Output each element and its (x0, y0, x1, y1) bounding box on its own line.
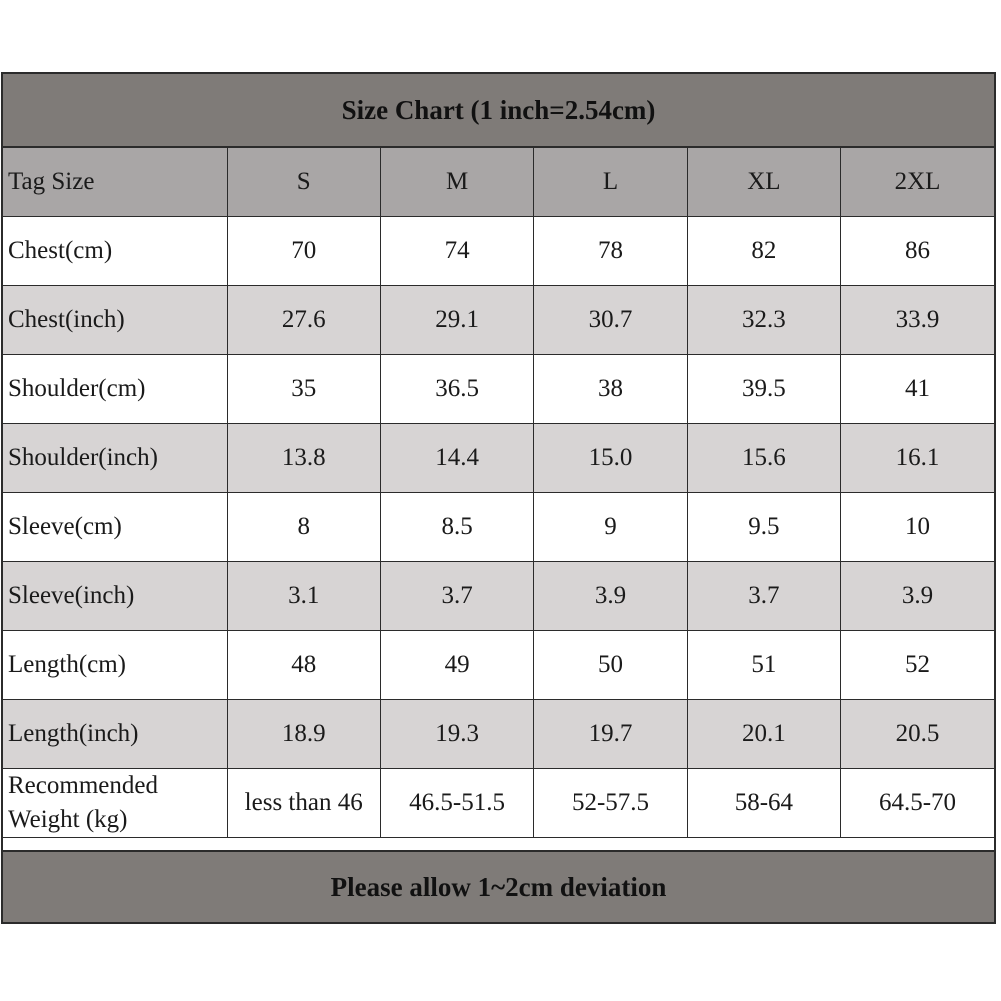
table-cell: 86 (841, 216, 994, 285)
table-cell: 74 (380, 216, 533, 285)
table-cell: 14.4 (380, 423, 533, 492)
row-label: Sleeve(inch) (3, 561, 227, 630)
header-row (3, 147, 994, 216)
size-header: XL (687, 147, 840, 216)
table-cell: 3.9 (534, 561, 687, 630)
table-cell: 19.7 (534, 699, 687, 768)
table-row (3, 423, 994, 492)
table-cell: 32.3 (687, 285, 840, 354)
size-header: 2XL (841, 147, 994, 216)
table-cell: 58-64 (687, 768, 840, 837)
table-row (3, 285, 994, 354)
table-cell: 50 (534, 630, 687, 699)
table-cell: 10 (841, 492, 994, 561)
table-cell: 52-57.5 (534, 768, 687, 837)
chart-title: Size Chart (1 inch=2.54cm) (3, 74, 994, 146)
row-label: Shoulder(inch) (3, 423, 227, 492)
size-header: M (380, 147, 533, 216)
table-row (3, 561, 994, 630)
table-cell: 9.5 (687, 492, 840, 561)
table-cell: 15.0 (534, 423, 687, 492)
table-cell: 3.7 (687, 561, 840, 630)
table-cell: 48 (227, 630, 380, 699)
table-cell: 8.5 (380, 492, 533, 561)
table-cell: 38 (534, 354, 687, 423)
row-label: Sleeve(cm) (3, 492, 227, 561)
table-cell: 51 (687, 630, 840, 699)
table-cell: 20.5 (841, 699, 994, 768)
deviation-note: Please allow 1~2cm deviation (3, 850, 994, 922)
table-cell: less than 46 (227, 768, 380, 837)
size-header: L (534, 147, 687, 216)
size-chart (1, 72, 996, 924)
table-cell: 19.3 (380, 699, 533, 768)
row-label: Recommended Weight (kg) (3, 768, 227, 837)
table-row (3, 354, 994, 423)
table-row (3, 630, 994, 699)
table-cell: 41 (841, 354, 994, 423)
table-cell: 15.6 (687, 423, 840, 492)
table-cell: 49 (380, 630, 533, 699)
table-cell: 36.5 (380, 354, 533, 423)
table-cell: 35 (227, 354, 380, 423)
table-cell: 3.7 (380, 561, 533, 630)
table-cell: 9 (534, 492, 687, 561)
table-cell: 39.5 (687, 354, 840, 423)
row-label: Length(inch) (3, 699, 227, 768)
table-cell: 64.5-70 (841, 768, 994, 837)
table-row (3, 492, 994, 561)
table-cell: 70 (227, 216, 380, 285)
table-cell: 20.1 (687, 699, 840, 768)
size-table (3, 146, 994, 838)
row-label: Length(cm) (3, 630, 227, 699)
table-cell: 13.8 (227, 423, 380, 492)
table-cell: 8 (227, 492, 380, 561)
table-cell: 29.1 (380, 285, 533, 354)
table-cell: 27.6 (227, 285, 380, 354)
table-cell: 3.1 (227, 561, 380, 630)
size-header: S (227, 147, 380, 216)
row-label: Chest(cm) (3, 216, 227, 285)
table-cell: 82 (687, 216, 840, 285)
header-label: Tag Size (3, 147, 227, 216)
table-cell: 18.9 (227, 699, 380, 768)
table-cell: 16.1 (841, 423, 994, 492)
table-cell: 33.9 (841, 285, 994, 354)
row-label: Chest(inch) (3, 285, 227, 354)
table-row (3, 216, 994, 285)
table-cell: 78 (534, 216, 687, 285)
table-cell: 52 (841, 630, 994, 699)
table-cell: 3.9 (841, 561, 994, 630)
row-label: Shoulder(cm) (3, 354, 227, 423)
table-cell: 46.5-51.5 (380, 768, 533, 837)
table-row (3, 768, 994, 837)
table-cell: 30.7 (534, 285, 687, 354)
table-row (3, 699, 994, 768)
